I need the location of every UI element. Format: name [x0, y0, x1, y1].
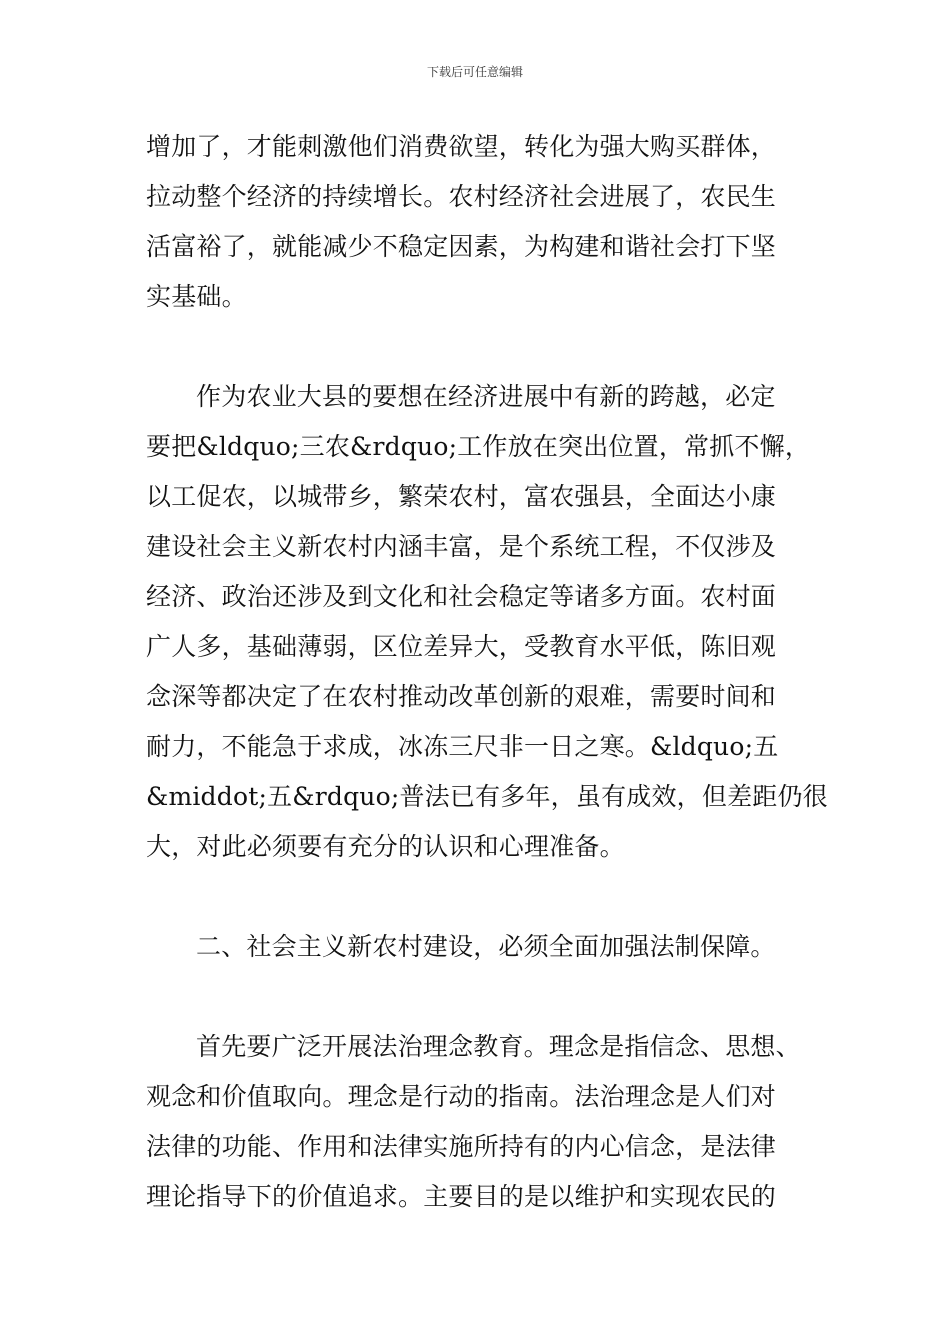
paragraph-line: 观念和价值取向。理念是行动的指南。法治理念是人们对	[146, 1082, 777, 1111]
section-heading: 二、社会主义新农村建设，必须全面加强法制保障。	[196, 932, 776, 961]
paragraph-line: 拉动整个经济的持续增长。农村经济社会进展了，农民生	[146, 182, 777, 211]
paragraph-line: 以工促农，以城带乡，繁荣农村，富农强县，全面达小康	[146, 482, 777, 511]
paragraph-line: 实基础。	[146, 282, 247, 311]
paragraph-line: 经济、政治还涉及到文化和社会稳定等诸多方面。农村面	[146, 582, 777, 611]
paragraph-line: &middot;五&rdquo;普法已有多年，虽有成效，但差距仍很	[146, 782, 828, 811]
paragraph-line: 耐力，不能急于求成，冰冻三尺非一日之寒。&ldquo;五	[146, 732, 779, 761]
paragraph-line: 要把&ldquo;三农&rdquo;工作放在突出位置，常抓不懈，	[146, 432, 811, 461]
paragraph-line: 广人多，基础薄弱，区位差异大，受教育水平低，陈旧观	[146, 632, 777, 661]
paragraph-line: 首先要广泛开展法治理念教育。理念是指信念、思想、	[196, 1032, 801, 1061]
page-header-note: 下载后可任意编辑	[426, 65, 523, 79]
paragraph-line: 法律的功能、作用和法律实施所持有的内心信念，是法律	[146, 1132, 777, 1161]
paragraph-line: 建设社会主义新农村内涵丰富，是个系统工程，不仅涉及	[146, 532, 777, 561]
paragraph-line: 念深等都决定了在农村推动改革创新的艰难，需要时间和	[146, 682, 777, 711]
paragraph-line: 作为农业大县的要想在经济进展中有新的跨越，必定	[196, 382, 776, 411]
paragraph-line: 活富裕了，就能减少不稳定因素，为构建和谐社会打下坚	[146, 232, 777, 261]
paragraph-line: 理论指导下的价值追求。主要目的是以维护和实现农民的	[146, 1182, 777, 1211]
paragraph-line: 大，对此必须要有充分的认识和心理准备。	[146, 832, 625, 861]
paragraph-line: 增加了，才能刺激他们消费欲望，转化为强大购买群体，	[146, 132, 777, 161]
